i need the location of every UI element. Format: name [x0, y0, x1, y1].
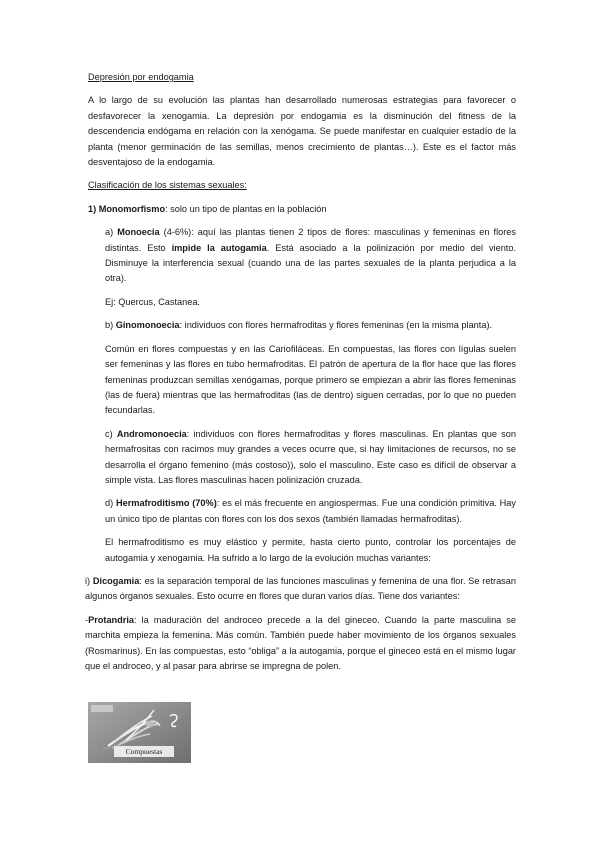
ginomonoecia-term: Ginomonoecia	[115, 320, 180, 331]
ginomonoecia-detail: Común en flores compuestas y en las Cariofiláceas. En compuestas, las flores con lígulas suelen ser femeninas y las flores en tubo hermafroditas. El patrón de apertura de la flor hace que las flores femeninas produzcan semillas xenógamas, porque primero se empiezan a abrir las flores femeninas (las de fuera) mientras que las hermafroditas (las de dentro) siguen cerradas, por lo que no pueden fecundarlas.	[105, 343, 516, 416]
andromonoecia-paragraph	[105, 427, 516, 489]
heading-clasificacion: Clasificación de los sistemas sexuales:	[88, 180, 247, 191]
monoecia-prefix: a)	[105, 227, 118, 238]
document-body	[85, 70, 517, 674]
dicogamia-paragraph	[85, 574, 516, 605]
dicogamia-text: : es la separación temporal de las funciones masculinas y femenina de una flor. Se retrasan algunos órganos sexuales. Esto ocurre en flores que duran varios días. Tiene dos variantes:	[85, 575, 516, 602]
monoecia-example: Ej: Quercus, Castanea.	[105, 296, 200, 307]
heading-depresion: Depresión por endogamia	[88, 72, 194, 82]
hermafroditismo-detail: El hermafroditismo es muy elástico y permite, hasta cierto punto, controlar los porcentajes de autogamia y xenogamia. Ha sufrido a lo largo de la evolución muchas variantes:	[105, 537, 516, 563]
protandria-prefix: -	[85, 614, 89, 625]
ginomonoecia-text: : individuos con flores hermafroditas y flores femeninas (en la misma planta).	[179, 320, 493, 331]
ginomonoecia-paragraph	[105, 318, 516, 333]
compuestas-figure	[88, 702, 191, 763]
dicogamia-term: Dicogamia	[92, 575, 140, 586]
hermafroditismo-prefix: d)	[105, 498, 116, 509]
ginomonoecia-prefix: b)	[105, 320, 116, 331]
figure-label: Compuestas	[114, 746, 174, 757]
intro-paragraph: A lo largo de su evolución las plantas han desarrollado numerosas estrategias para favorecer o desfavorecer la xenogamia. La depresión por endogamia es la disminución del fitness de la descendencia endógama en relación con la xenógama. Se puede manifestar en cualquier estadío de la planta (menor germinación de las semillas, menos crecimiento de plantas…). Este es el factor más desventajoso de la endogamia.	[88, 95, 516, 168]
monomorfismo-text: : solo un tipo de plantas en la población	[165, 203, 327, 214]
monomorfismo-line	[88, 202, 516, 217]
andromonoecia-text: : individuos con flores hermafroditas y flores masculinas. En plantas que son hermafrositas con racimos muy grandes a veces ocurre que, si hay limitaciones de recursos, no se desarrolla el órgano femenino (más costoso)), solo el masculino. Este caso es difícil de observar a simple vista. Las flores masculinas hacen polinización cruzada.	[105, 428, 516, 485]
andromonoecia-term: Andromonoecia	[116, 428, 187, 439]
hermafroditismo-paragraph	[105, 496, 516, 527]
hermafroditismo-text: : es el más frecuente en angiospermas. Fue una condición primitiva. Hay un único tipo de plantas con flores con los dos sexos (también llamadas hermafroditas).	[105, 498, 516, 524]
monoecia-paragraph	[105, 225, 516, 287]
hermafroditismo-pct: (70%)	[189, 498, 217, 509]
protandria-text: : la maduración del androceo precede a la del gineceo. Cuando la parte masculina se marchita empieza la femenina. Más común. También puede haber movimiento de los órganos sexuales (Rosmarinus). En las compuestas, esto “obliga” a la autogamia, porque el gineceo está en el mismo lugar que el androceo, y al pasar para abrirse se impregna de polen.	[85, 614, 516, 671]
monoecia-term: Monoecia	[117, 227, 160, 238]
monoecia-emphasis: impide la autogamia	[171, 242, 267, 253]
dicogamia-prefix: i)	[85, 575, 93, 586]
monomorfismo-term: 1) Monomorfismo	[88, 203, 166, 214]
protandria-term: Protandria	[88, 614, 135, 625]
andromonoecia-prefix: c)	[105, 428, 117, 439]
protandria-paragraph	[85, 613, 516, 675]
hermafroditismo-term: Hermafroditismo	[115, 498, 190, 509]
monoecia-text1: (4-6%): aquí las plantas tienen 2 tipos de flores: masculinas y femeninas en flores distintas. Esto	[105, 227, 516, 253]
monoecia-text2: . Está asociado a la polinización por medio del viento. Disminuye la interferencia sexual (cuando una de las partes sexuales de la planta perjudica a la otra).	[105, 242, 517, 284]
